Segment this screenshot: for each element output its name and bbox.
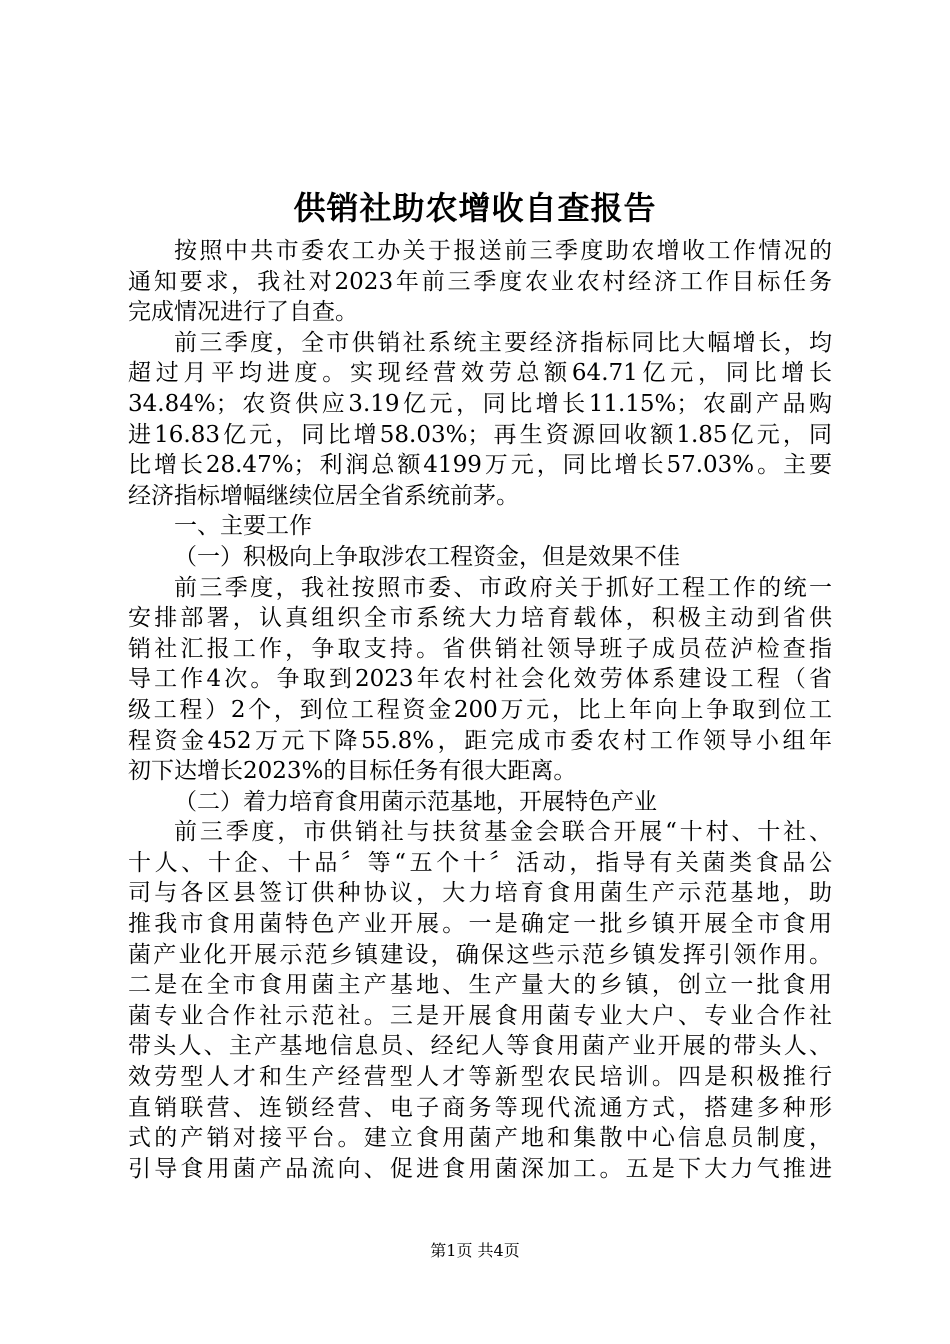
- body-line: 级工程）2个，到位工程资金200万元，比上年向上争取到位工: [128, 696, 832, 723]
- body-line: 比增长28.47%；利润总额4199万元，同比增长57.03%。主要: [128, 452, 832, 479]
- body-line: 效劳型人才和生产经营型人才等新型农民培训。四是积极推行: [128, 1064, 832, 1091]
- body-line: 式的产销对接平台。建立食用菌产地和集散中心信息员制度，: [128, 1125, 832, 1152]
- document-title: 供销社助农增收自查报告: [293, 189, 657, 227]
- body-line: 直销联营、连锁经营、电子商务等现代流通方式，搭建多种形: [128, 1094, 832, 1121]
- body-line: 程资金452万元下降55.8%，距完成市委农村工作领导小组年: [128, 727, 832, 754]
- body-line: 完成情况进行了自查。: [128, 299, 358, 326]
- document-body: [128, 236, 832, 1184]
- body-line: 二是在全市食用菌主产基地、生产量大的乡镇，创立一批食用: [128, 972, 832, 999]
- body-line: 推我市食用菌特色产业开展。一是确定一批乡镇开展全市食用: [128, 911, 832, 938]
- body-line: 一、主要工作: [174, 513, 312, 540]
- body-line: 超过月平均进度。实现经营效劳总额64.71亿元，同比增长: [128, 360, 832, 387]
- body-line: （一）积极向上争取涉农工程资金，但是效果不佳: [174, 543, 680, 570]
- body-line: 前三季度，市供销社与扶贫基金会联合开展“十村、十社、: [174, 819, 832, 846]
- body-line: 司与各区县签订供种协议，大力培育食用菌生产示范基地，助: [128, 880, 832, 907]
- body-line: 导工作4次。争取到2023年农村社会化效劳体系建设工程（省: [128, 666, 832, 693]
- body-line: 按照中共市委农工办关于报送前三季度助农增收工作情况的: [174, 238, 832, 264]
- body-line: 安排部署，认真组织全市系统大力培育载体，积极主动到省供: [128, 605, 832, 632]
- body-line: 34.84%；农资供应3.19亿元，同比增长11.15%；农副产品购: [128, 390, 832, 417]
- body-line: 十人、十企、十品〞等“五个十〞活动，指导有关菌类食品公: [128, 849, 832, 876]
- body-line: 带头人、主产基地信息员、经纪人等食用菌产业开展的带头人、: [128, 1033, 832, 1060]
- body-line: 通知要求，我社对2023年前三季度农业农村经济工作目标任务: [128, 268, 832, 295]
- body-line: 前三季度，我社按照市委、市政府关于抓好工程工作的统一: [174, 574, 832, 601]
- body-line: 菌产业化开展示范乡镇建设，确保这些示范乡镇发挥引领作用。: [128, 941, 832, 968]
- body-line: 引导食用菌产品流向、促进食用菌深加工。五是下大力气推进: [128, 1155, 832, 1182]
- body-line: 经济指标增幅继续位居全省系统前茅。: [128, 482, 519, 509]
- body-line: （二）着力培育食用菌示范基地，开展特色产业: [174, 788, 657, 815]
- body-line: 菌专业合作社示范社。三是开展食用菌专业大户、专业合作社: [128, 1002, 832, 1029]
- page-footer: 第1页 共4页: [430, 1241, 520, 1260]
- body-line: 销社汇报工作，争取支持。省供销社领导班子成员莅泸检查指: [128, 635, 832, 662]
- body-line: 进16.83亿元，同比增58.03%；再生资源回收额1.85亿元，同: [128, 421, 832, 448]
- body-line: 前三季度，全市供销社系统主要经济指标同比大幅增长，均: [174, 329, 832, 356]
- body-line: 初下达增长2023%的目标任务有很大距离。: [128, 758, 577, 785]
